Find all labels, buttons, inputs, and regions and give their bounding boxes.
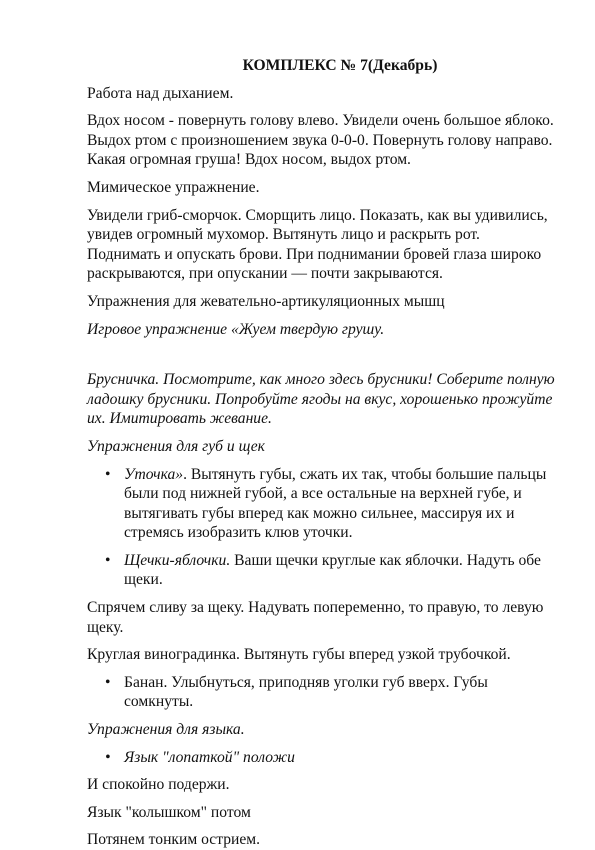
verse-line: Потянем тонким острием. [87, 831, 261, 849]
spacer [87, 347, 555, 370]
paragraph-game-exercise: Игровое упражнение «Жуем твердую грушу. [87, 320, 385, 338]
section-heading-tongue: Упражнения для языка. [87, 721, 245, 739]
list-item-text: . Вытянуть губы, сжать их так, чтобы большие пальцы были под нижней губой, а все остальные на верхней губе, и вытягивать губы вперед как можно сильнее, массируя их и стремясь изобразить клюв уточки. [124, 465, 547, 542]
paragraph-mimic: Увидели гриб-сморчок. Сморщить лицо. Показать, как вы удивились, увидев огромный мухомор. Вытянуть лицо и раскрыть рот. Поднимать и опускать брови. При поднимании бровей глаза широко раскрываются, при опускании — почти закрываются. [87, 206, 548, 283]
document-title: КОМПЛЕКС № 7(Декабрь) [242, 57, 438, 74]
verse-line: Язык "колышком" потом [87, 803, 251, 821]
paragraph-grape: Круглая виноградинка. Вытянуть губы вперед узкой трубочкой. [87, 646, 511, 664]
section-heading-breathing: Работа над дыханием. [87, 84, 234, 102]
section-heading-lips: Упражнения для губ и щек [87, 437, 265, 455]
list-item-text: Ваши щечки круглые как яблочки. Надуть обе щеки. [124, 551, 541, 589]
list-item: • Банан. Улыбнуться, приподняв уголки губ вверх. Губы сомкнуты. [124, 673, 555, 712]
paragraph-breathing: Вдох носом - повернуть голову влево. Увидели очень большое яблоко. Выдох ртом с произношением звука 0-0-0. Повернуть голову направо. Какая огромная груша! Вдох носом, выдох ртом. [87, 112, 554, 169]
verse-line: И спокойно подержи. [87, 776, 230, 794]
tongue-exercise-list [87, 748, 555, 768]
list-item-lead: Щечки-яблочки. [124, 551, 231, 569]
paragraph-brusnichka: Брусничка. Посмотрите, как много здесь брусники! Соберите полную ладошку брусники. Попробуйте ягоды на вкус, хорошенько прожуйте их. Имитировать жевание. [87, 371, 555, 428]
list-item [124, 465, 555, 543]
section-heading-mimic: Мимическое упражнение. [87, 178, 260, 196]
list-item-lead: Уточка» [124, 465, 184, 483]
section-heading-chewing: Упражнения для жевательно-артикуляционных мышц [87, 292, 445, 310]
list-item: • Язык "лопаткой" положи [124, 748, 555, 768]
lips-exercise-list [87, 465, 555, 591]
paragraph-plum: Спрячем сливу за щеку. Надувать попеременно, то правую, то левую щеку. [87, 599, 544, 636]
list-item [124, 551, 555, 590]
banana-list [87, 673, 555, 712]
